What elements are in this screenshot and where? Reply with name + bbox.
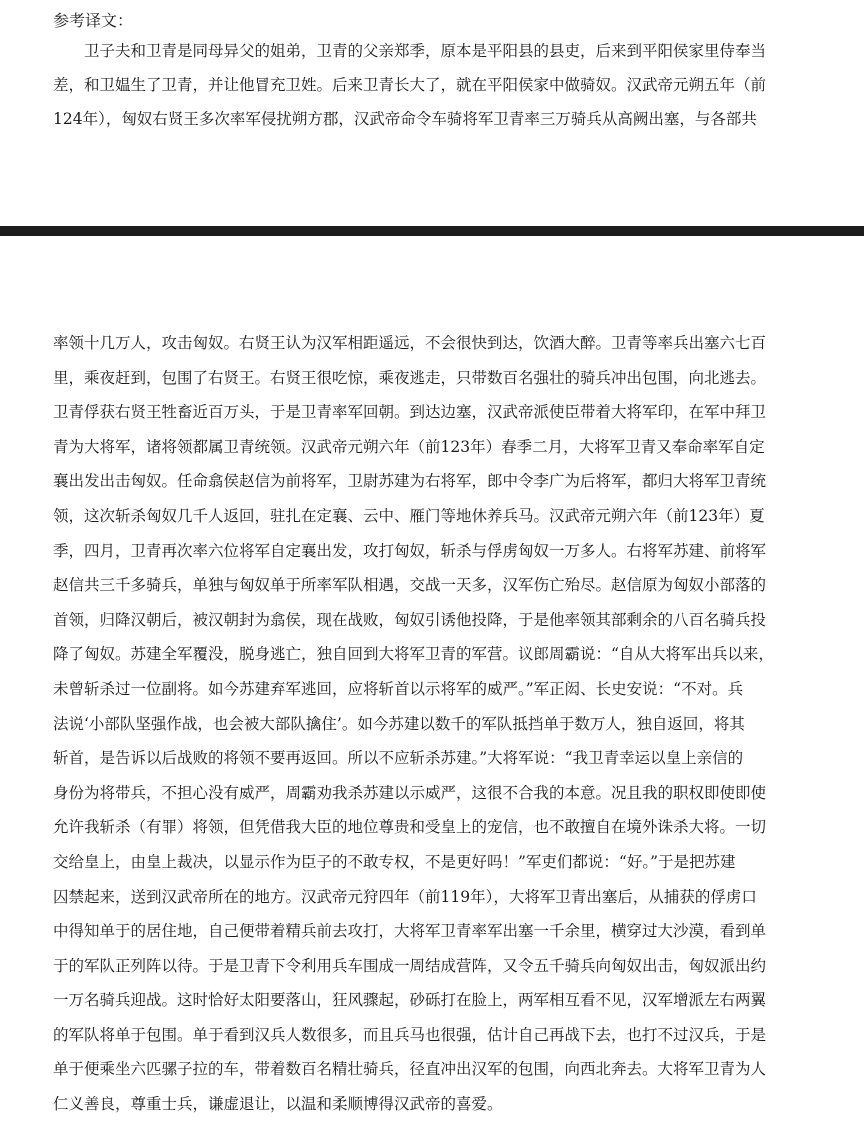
page-top-section	[0, 0, 864, 226]
text-line: 降了匈奴。苏建全军覆没，脱身逃亡，独自回到大将军卫青的军营。议郎周霸说：“自从大将军出兵以来，	[53, 645, 774, 664]
text-line: 领，这次斩杀匈奴几千人返回，驻扎在定襄、云中、雁门等地休养兵马。汉武帝元朔六年（前123年）夏	[53, 506, 765, 525]
top-paragraph	[53, 34, 813, 136]
page-divider	[0, 226, 864, 236]
text-line: 赵信共三千多骑兵，单独与匈奴单于所率军队相遇，交战一天多，汉军伤亡殆尽。赵信原为匈奴小部落的	[53, 576, 767, 595]
text-line: 一万名骑兵迎战。这时恰好太阳要落山，狂风骤起，砂砾打在脸上，两军相互看不见，汉军增派左右两翼	[53, 991, 767, 1010]
bottom-paragraph	[53, 326, 813, 1122]
text-line: 襄出发出击匈奴。任命翕侯赵信为前将军，卫尉苏建为右将军，郎中令李广为后将军，都归大将军卫青统	[53, 472, 767, 491]
text-line: 于的军队正列阵以待。于是卫青下令利用兵车围成一周结成营阵，又令五千骑兵向匈奴出击，匈奴派出约	[53, 956, 767, 975]
text-line: 交给皇上，由皇上裁决，以显示作为臣子的不敢专权，不是更好吗！”军吏们都说：“好。”于是把苏建	[53, 852, 736, 871]
text-line: 季，四月，卫青再次率六位将军自定襄出发，攻打匈奴，斩杀与俘虏匈奴一万多人。右将军苏建、前将军	[53, 541, 767, 560]
text-line: 的军队将单于包围。单于看到汉兵人数很多，而且兵马也很强，估计自己再战下去，也打不过汉兵，于是	[53, 1025, 767, 1044]
text-line: 率领十几万人，攻击匈奴。右贤王认为汉军相距遥远，不会很快到达，饮酒大醉。卫青等率兵出塞六七百	[53, 334, 767, 352]
text-line: 单于便乘坐六匹骡子拉的车，带着数百名精壮骑兵，径直冲出汉军的包围，向西北奔去。大将军卫青为人	[53, 1060, 767, 1079]
text-line: 斩首，是告诉以后战败的将领不要再返回。所以不应斩杀苏建。”大将军说：“我卫青幸运以皇上亲信的	[53, 749, 744, 768]
text-line: 卫子夫和卫青是同母异父的姐弟，卫青的父亲郑季，原本是平阳县的县吏，后来到平阳侯家里侍奉当	[53, 42, 767, 60]
text-line: 法说‘小部队坚强作战，也会被大部队擒住’。如今苏建以数千的军队抵挡单于数万人，独自返回，将其	[53, 714, 745, 733]
text-line: 124年），匈奴右贤王多次率军侵扰朔方郡，汉武帝命令车骑将军卫青率三万骑兵从高阙出塞，与各部共	[53, 110, 757, 128]
text-line: 青为大将军，诸将领都属卫青统领。汉武帝元朔六年（前123年）春季二月，大将军卫青又奉命率军自定	[53, 437, 765, 456]
text-line: 首领，归降汉朝后，被汉朝封为翕侯，现在战败，匈奴引诱他投降，于是他率领其部剩余的八百名骑兵投	[53, 610, 767, 629]
text-line: 卫青俘获右贤王牲畜近百万头，于是卫青率军回朝。到达边塞，汉武帝派使臣带着大将军印，在军中拜卫	[53, 403, 767, 422]
translation-heading: 参考译文：	[53, 11, 134, 30]
text-line: 里，乘夜赶到，包围了右贤王。右贤王很吃惊，乘夜逃走，只带数百名强壮的骑兵冲出包围，向北逃去。	[53, 368, 767, 387]
text-line: 允许我斩杀（有罪）将领，但凭借我大臣的地位尊贵和受皇上的宠信，也不敢擅自在境外诛杀大将。一切	[53, 818, 767, 837]
text-line: 囚禁起来，送到汉武帝所在的地方。汉武帝元狩四年（前119年），大将军卫青出塞后，从捕获的俘虏口	[53, 887, 757, 906]
text-line: 中得知单于的居住地，自己便带着精兵前去攻打，大将军卫青率军出塞一千余里，横穿过大沙漠，看到单	[53, 922, 767, 941]
text-line: 未曾斩杀过一位副将。如今苏建弃军逃回，应将斩首以示将军的威严。”军正闳、长史安说：“不对。兵	[53, 679, 744, 698]
text-line: 身份为将带兵，不担心没有威严，周霸劝我杀苏建以示威严，这很不合我的本意。况且我的职权即使即使	[53, 783, 767, 802]
text-line: 差，和卫媪生了卫青，并让他冒充卫姓。后来卫青长大了，就在平阳侯家中做骑奴。汉武帝元朔五年（前	[53, 76, 767, 94]
text-line: 仁义善良，尊重士兵，谦虚退让，以温和柔顺博得汉武帝的喜爱。	[53, 1095, 503, 1114]
